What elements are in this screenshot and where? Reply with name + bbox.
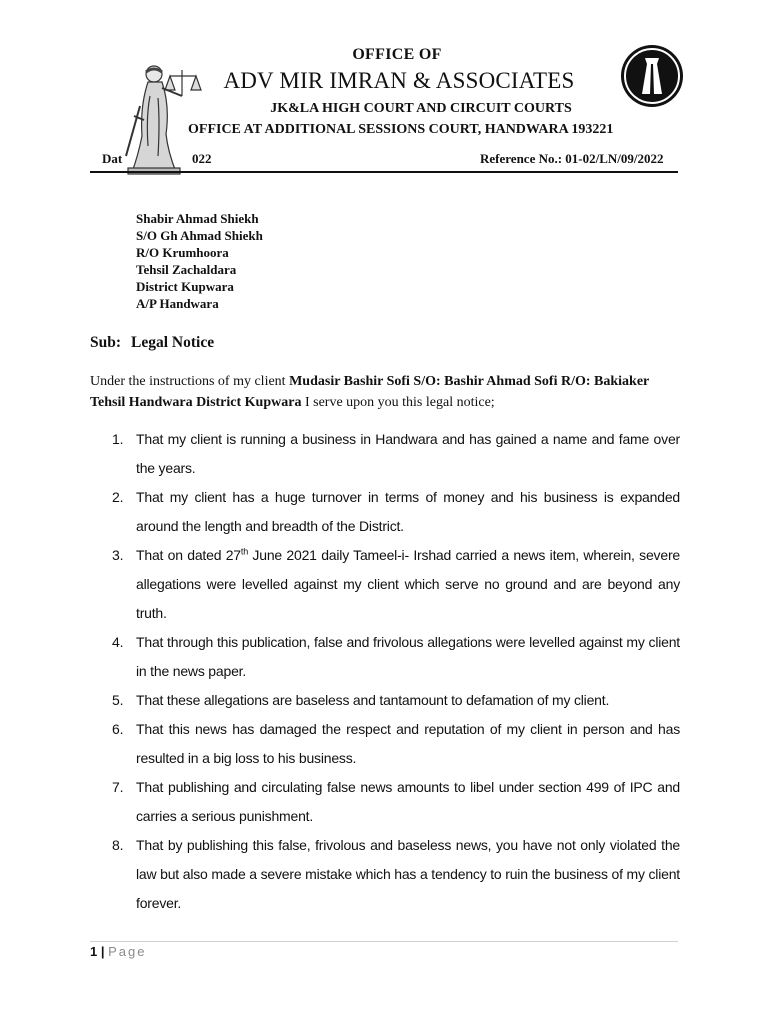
list-item (90, 628, 680, 686)
office-of-heading: OFFICE OF (352, 46, 442, 63)
office-location: OFFICE AT ADDITIONAL SESSIONS COURT, HANDWARA 193221 (188, 122, 614, 137)
item-text: That this news has damaged the respect and reputation of my client in person and has resulted in a big loss to his business. (136, 721, 680, 766)
item-number: 7. (112, 779, 124, 795)
recipient-address (136, 210, 263, 312)
address-line: A/P Handwara (136, 296, 219, 311)
address-line: S/O Gh Ahmad Shiekh (136, 228, 263, 243)
footer-divider (90, 941, 678, 942)
item-number: 1. (112, 431, 124, 447)
item-number: 4. (112, 634, 124, 650)
ordinal-suffix: th (240, 546, 248, 557)
list-item (90, 773, 680, 831)
address-line: District Kupwara (136, 279, 234, 294)
item-text-pre: That on dated 27 (136, 547, 241, 563)
intro-paragraph (90, 371, 680, 413)
subject-text: Legal Notice (131, 334, 215, 351)
page-footer (90, 944, 147, 959)
list-item (90, 425, 680, 483)
reference-number: Reference No.: 01-02/LN/09/2022 (480, 151, 664, 166)
intro-text-end: I serve upon you this legal notice; (301, 395, 495, 410)
page-separator: | (100, 944, 105, 959)
item-text: That my client has a huge turnover in terms of money and his business is expanded around the length and breadth of the District. (136, 489, 680, 534)
address-line: Shabir Ahmad Shiekh (136, 211, 259, 226)
page-label: Page (108, 944, 147, 959)
firm-name: ADV MIR IMRAN & ASSOCIATES (223, 68, 575, 93)
item-text: That publishing and circulating false news amounts to libel under section 499 of IPC and carries a serious punishment. (136, 779, 680, 824)
page-number: 1 (90, 944, 98, 959)
header-divider (90, 171, 678, 173)
item-number: 8. (112, 837, 124, 853)
item-number: 2. (112, 489, 124, 505)
address-line: R/O Krumhoora (136, 245, 229, 260)
intro-text: Under the instructions of my client (90, 374, 290, 389)
advocate-band-logo-icon (620, 44, 684, 108)
item-number: 5. (112, 692, 124, 708)
date-value: 022 (192, 151, 212, 166)
list-item (90, 715, 680, 773)
item-text: That my client is running a business in Handwara and has gained a name and fame over the years. (136, 431, 680, 476)
list-item (90, 686, 680, 715)
address-line: Tehsil Zachaldara (136, 262, 237, 277)
item-text: That through this publication, false and frivolous allegations were levelled against my client in the news paper. (136, 634, 680, 679)
list-item (90, 541, 680, 628)
item-text: That by publishing this false, frivolous and baseless news, you have not only violated the law but also made a severe mistake which has a tendency to ruin the business of my client forever. (136, 837, 680, 911)
list-item (90, 831, 680, 918)
subject-label: Sub: (90, 334, 122, 351)
subject-line (90, 334, 214, 352)
item-text: June 2021 daily Tameel-i- Irshad carried a news item, wherein, severe allegations were levelled against my client which serve no ground and are beyond any truth. (136, 547, 680, 621)
item-number: 6. (112, 721, 124, 737)
courts-line: JK&LA HIGH COURT AND CIRCUIT COURTS (270, 101, 572, 116)
item-number: 3. (112, 547, 124, 563)
date-label: Dat (102, 151, 123, 166)
notice-points (90, 425, 680, 918)
item-text: That these allegations are baseless and tantamount to defamation of my client. (136, 692, 610, 708)
client-name: Mudasir Bashir Sofi S/O: Bashir Ahmad Sofi R/O: Bakiaker Tehsil Handwara District Kupwara (90, 374, 650, 410)
list-item (90, 483, 680, 541)
